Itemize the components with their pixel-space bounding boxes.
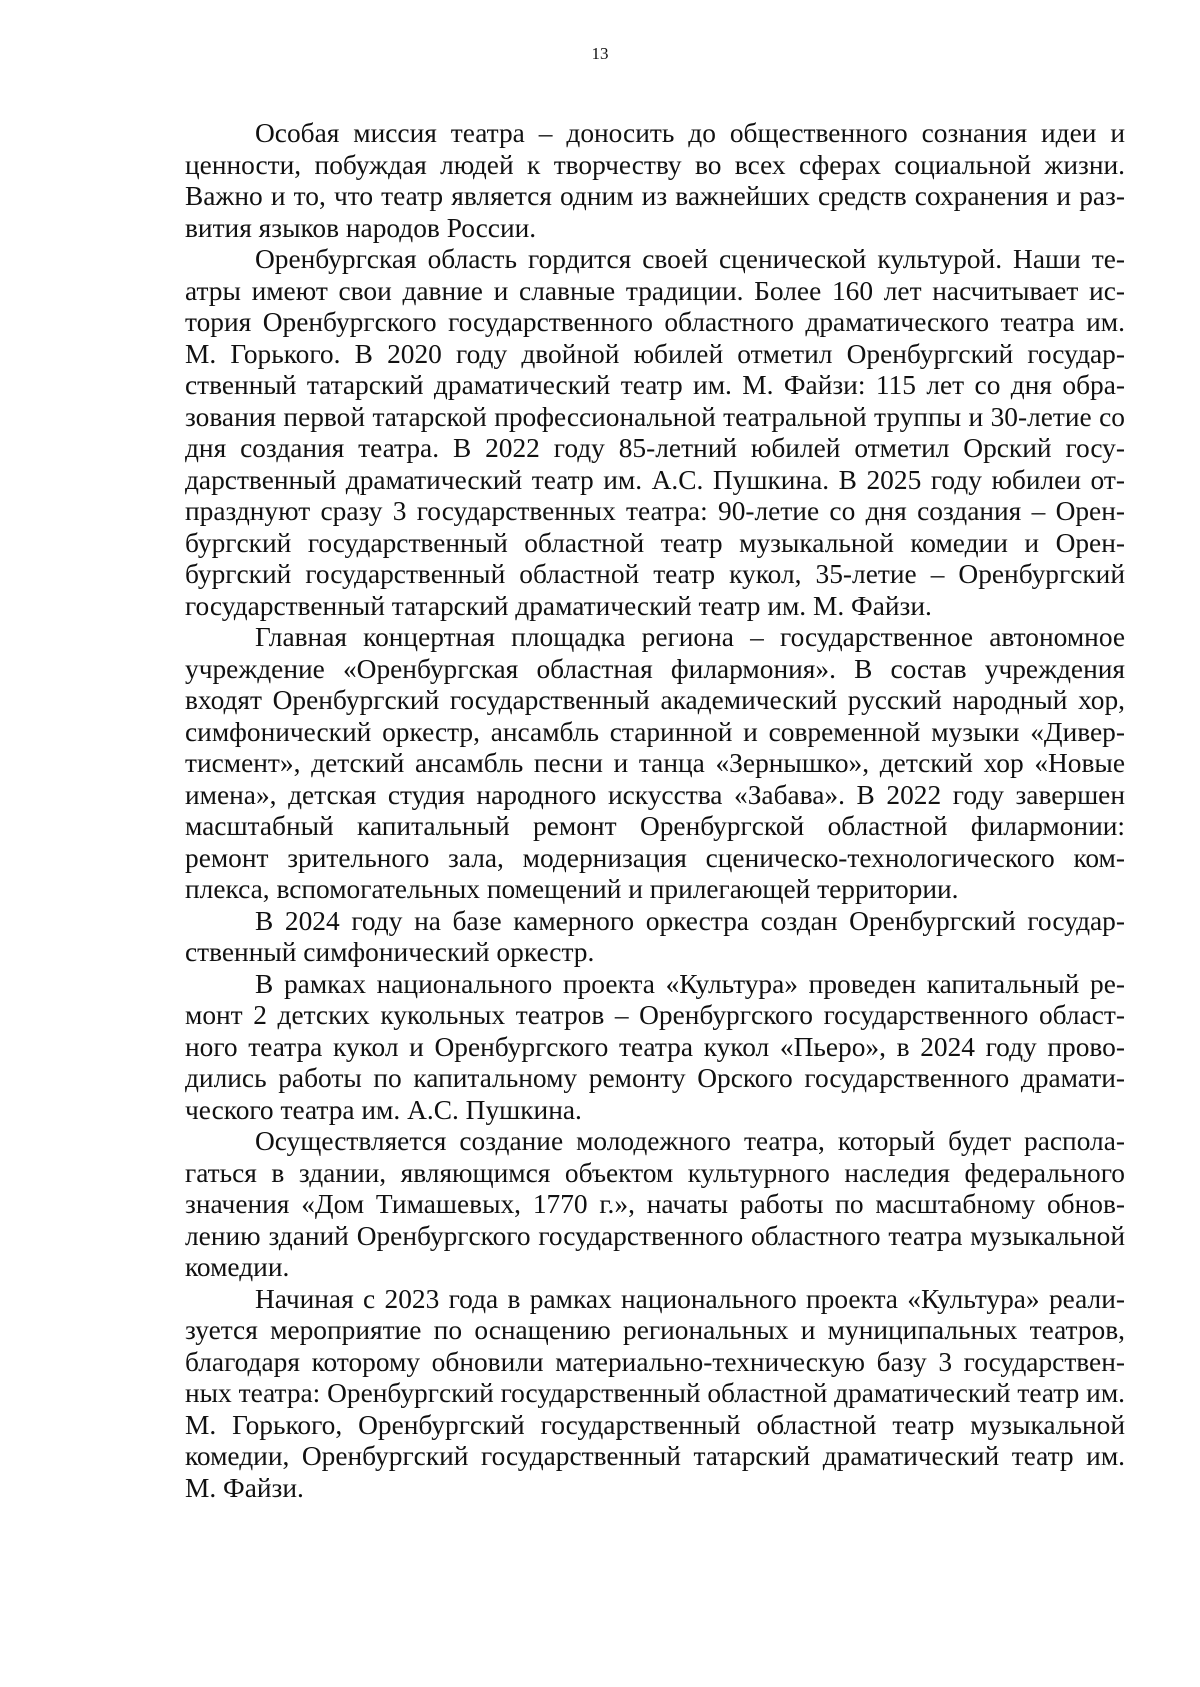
paragraph-orenburg-theatres: Оренбургская область гордится своей сценической культурой. Наши театры имеют свои давние и славные традиции. Более 160 лет насчитывает история Оренбургского государственного областного драматического театра им. М. Горького. В 2020 году двойной юбилей отметил Оренбургский государственный татарский драматический театр им. М. Файзи: 115 лет со дня образования первой татарской профессиональной театральной труппы и 30-летие со дня создания театра. В 2022 году 85-летний юбилей отметил Орский государственный драматический театр им. А.С. Пушкина. В 2025 году юбилеи отпразднуют сразу 3 государственных театра: 90-летие со дня создания – Оренбургский государственный областной театр музыкальной комедии и Оренбургский государственный областной театр кукол, 35-летие – Оренбургский государственный татарский драматический театр им. М. Файзи. [185,244,1125,621]
paragraph-philharmonic: Главная концертная площадка региона – государственное автономное учреждение «Оренбургская областная филармония». В состав учреждения входят Оренбургский государственный академический русский народный хор, симфонический оркестр, ансамбль старинной и современной музыки «Дивертисмент», детский ансамбль песни и танца «Зернышко», детский хор «Новые имена», детская студия народного искусства «Забава». В 2022 году завершен масштабный капитальный ремонт Оренбургской областной филармонии: ремонт зрительного зала, модернизация сценическо-технологического комплекса, вспомогательных помещений и прилегающей территории. [185,622,1125,904]
paragraph-theatre-mission: Особая миссия театра – доносить до общественного сознания идеи и ценности, побуждая людей к творчеству во всех сферах социальной жизни. Важно и то, что театр является одним из важнейших средств сохранения и развития языков народов России. [185,118,1125,243]
paragraph-equipment-program: Начиная с 2023 года в рамках национального проекта «Культура» реализуется мероприятие по оснащению региональных и муниципальных театров, благодаря которому обновили материально-техническую базу 3 государственных театра: Оренбургский государственный областной драматический театр им. М. Горького, Оренбургский государственный областной театр музыкальной комедии, Оренбургский государственный татарский драматический театр им. М. Файзи. [185,1283,1125,1503]
page-number: 13 [591,44,609,63]
paragraph-puppet-theatres: В рамках национального проекта «Культура» проведен капитальный ремонт 2 детских кукольных театров – Оренбургского государственного областного театра кукол и Оренбургского театра кукол «Пьеро», в 2024 году проводились работы по капитальному ремонту Орского государственного драматического театра им. А.С. Пушкина. [185,968,1125,1125]
paragraph-symphony-orchestra: В 2024 году на базе камерного оркестра создан Оренбургский государственный симфонический оркестр. [185,905,1125,967]
body-text [185,118,1125,1504]
paragraph-youth-theatre: Осуществляется создание молодежного театра, который будет располагаться в здании, являющимся объектом культурного наследия федерального значения «Дом Тимашевых, 1770 г.», начаты работы по масштабному обновлению зданий Оренбургского государственного областного театра музыкальной комедии. [185,1126,1125,1282]
